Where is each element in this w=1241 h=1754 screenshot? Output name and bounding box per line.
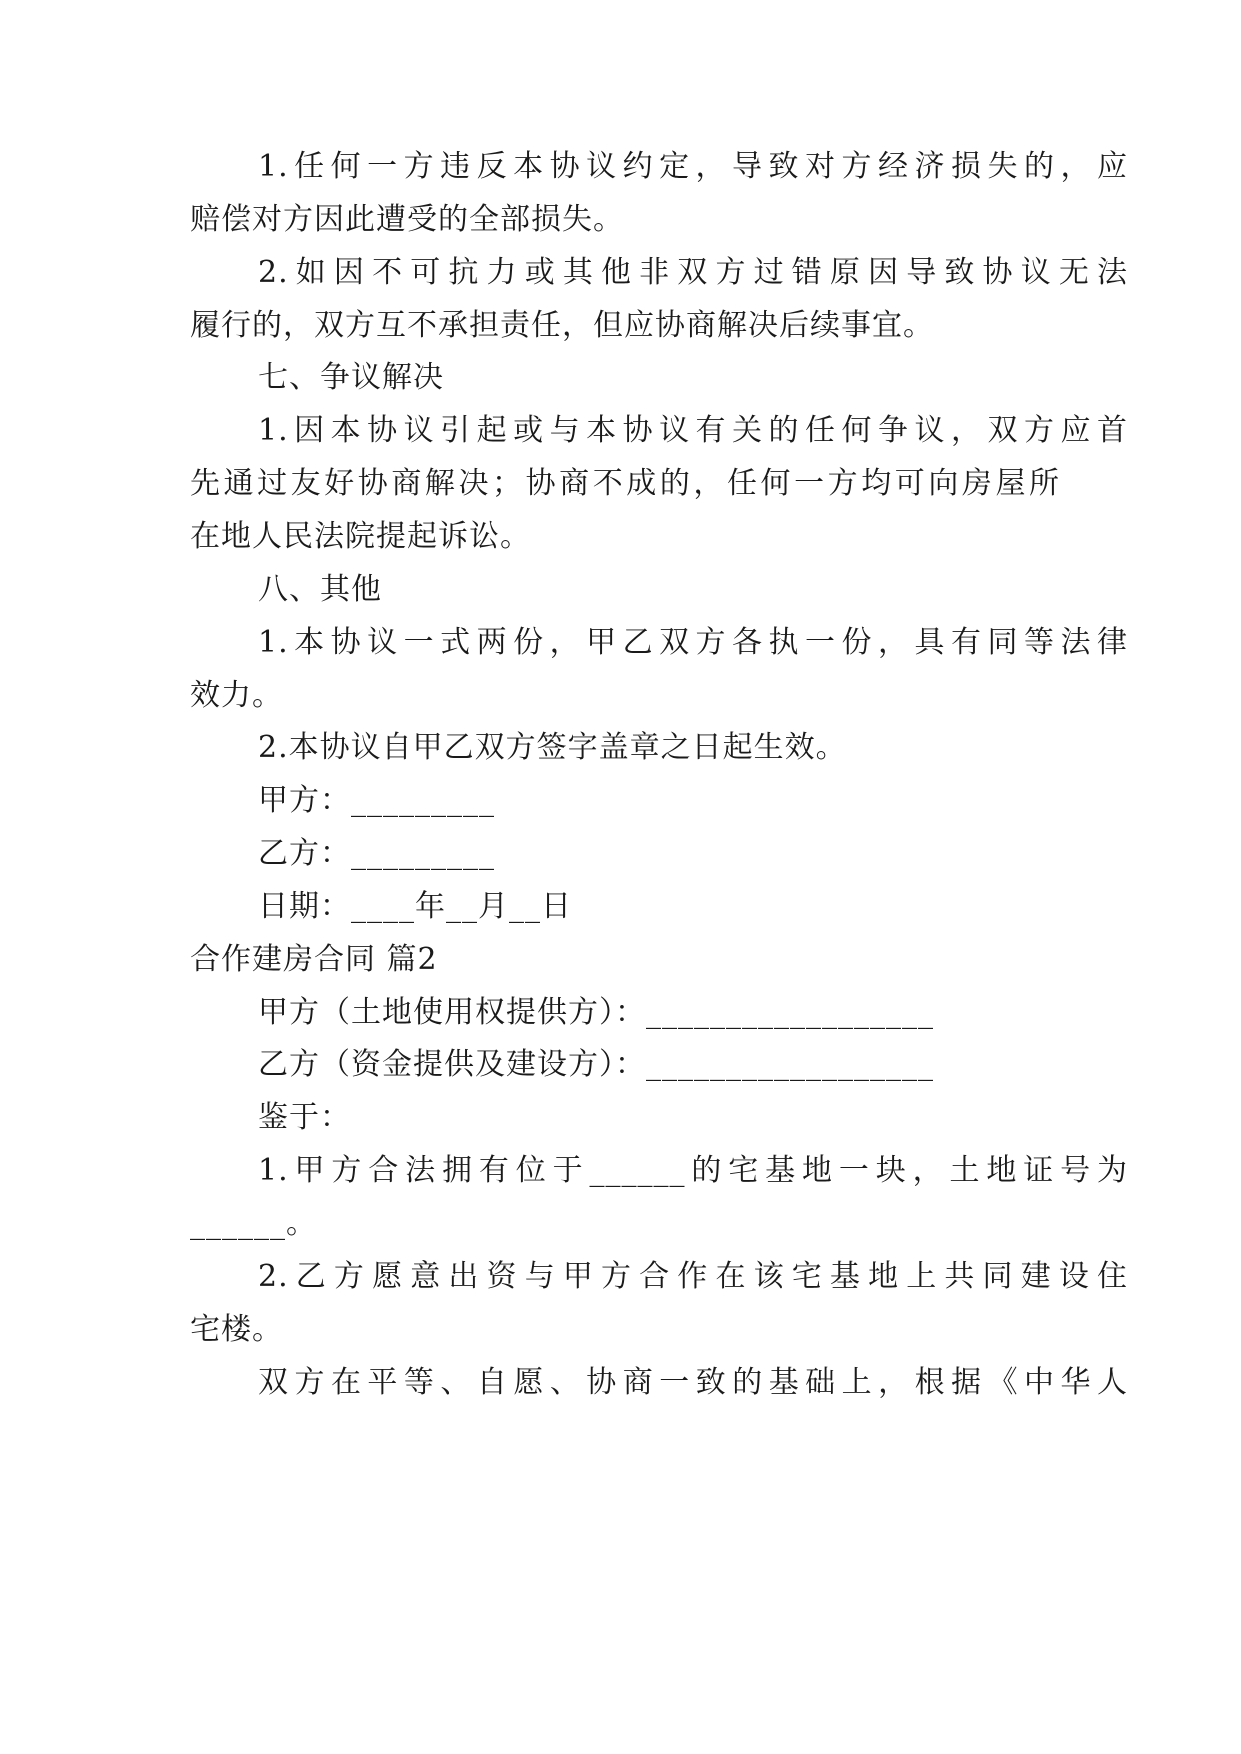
clause-6-2-line-1: 2.如因不可抗力或其他非双方过错原因导致协议无法 bbox=[258, 255, 1128, 290]
clause-8-1-line-2: 效力。 bbox=[190, 678, 283, 713]
section-8-heading: 八、其他 bbox=[258, 572, 382, 607]
whereas-2-line-2: 宅楼。 bbox=[190, 1312, 283, 1347]
clause-7-1-line-1: 1.因本协议引起或与本协议有关的任何争议，双方应首 bbox=[258, 413, 1128, 448]
clause-8-2: 2.本协议自甲乙双方签字盖章之日起生效。 bbox=[258, 730, 847, 765]
clause-6-2-line-2: 履行的，双方互不承担责任，但应协商解决后续事宜。 bbox=[190, 308, 934, 343]
section-title-part-2: 合作建房合同 篇2 bbox=[190, 942, 438, 977]
party-a-land-provider: 甲方（土地使用权提供方）：__________________ bbox=[258, 995, 934, 1030]
clause-6-1-line-1: 1.任何一方违反本协议约定，导致对方经济损失的，应 bbox=[258, 149, 1128, 184]
party-a-signature: 甲方：_________ bbox=[258, 783, 495, 818]
section-7-heading: 七、争议解决 bbox=[258, 360, 444, 395]
date-line: 日期：____年__月__日 bbox=[258, 889, 572, 924]
clause-7-1-line-2: 先通过友好协商解决；协商不成的，任何一方均可向房屋所 bbox=[190, 466, 1060, 501]
party-b-signature: 乙方：_________ bbox=[258, 836, 495, 871]
clause-8-1-line-1: 1.本协议一式两份，甲乙双方各执一份，具有同等法律 bbox=[258, 625, 1128, 660]
clause-6-1-line-2: 赔偿对方因此遭受的全部损失。 bbox=[190, 202, 624, 237]
party-b-fund-provider: 乙方（资金提供及建设方）：__________________ bbox=[258, 1047, 934, 1082]
whereas-1-line-1: 1.甲方合法拥有位于______的宅基地一块，土地证号为 bbox=[258, 1153, 1128, 1188]
preamble-line-1: 双方在平等、自愿、协商一致的基础上，根据《中华人 bbox=[258, 1365, 1128, 1400]
clause-7-1-line-3: 在地人民法院提起诉讼。 bbox=[190, 519, 531, 554]
whereas-heading: 鉴于： bbox=[258, 1100, 351, 1135]
whereas-1-line-2: ______。 bbox=[190, 1206, 317, 1241]
whereas-2-line-1: 2.乙方愿意出资与甲方合作在该宅基地上共同建设住 bbox=[258, 1259, 1128, 1294]
